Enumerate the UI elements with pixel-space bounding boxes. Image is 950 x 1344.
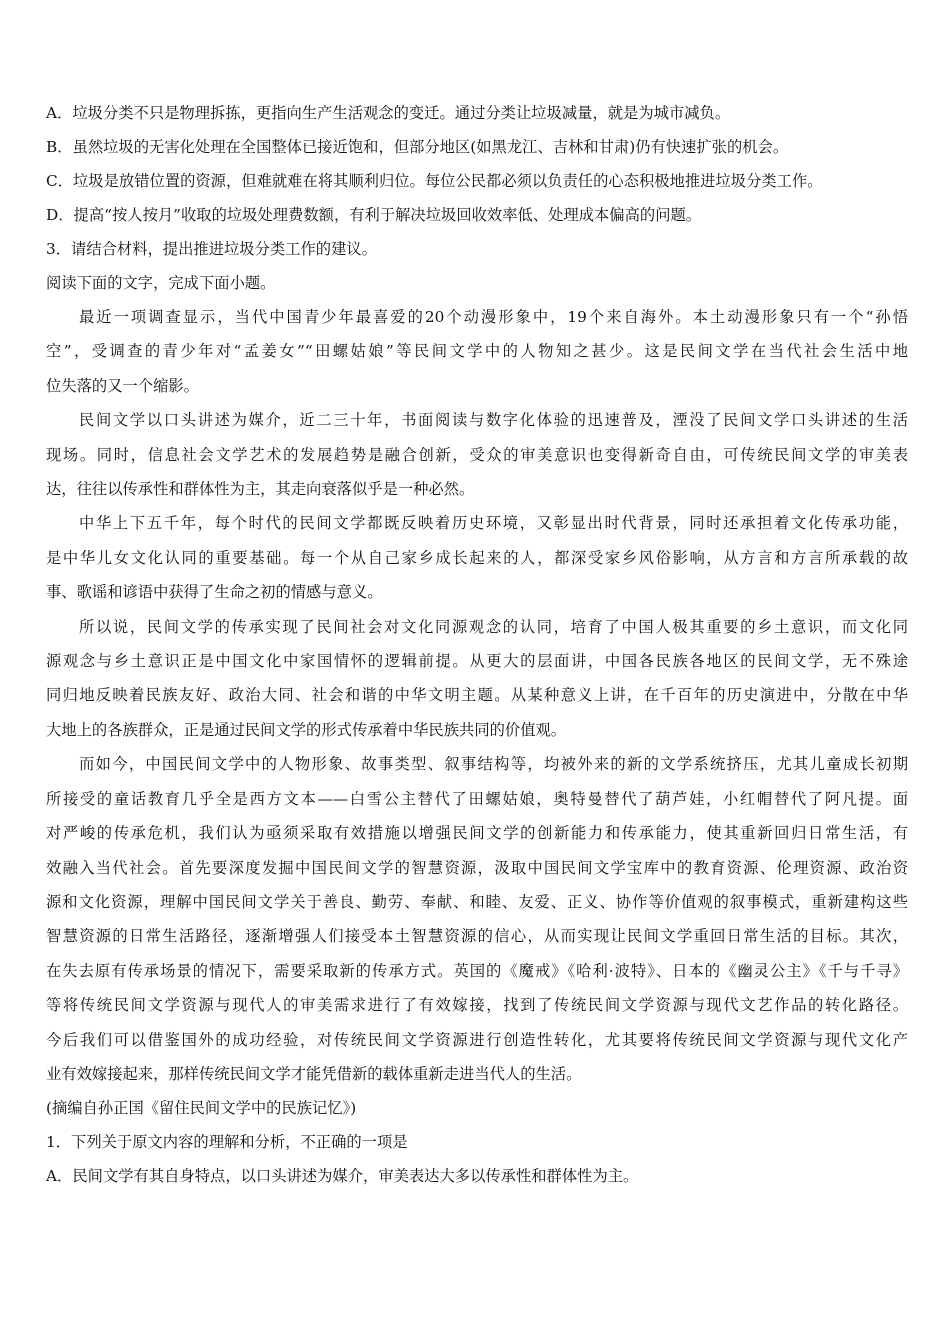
article-paragraph-1 bbox=[46, 300, 908, 403]
paragraph-line: 事、歌谣和谚语中获得了生命之初的情感与意义。 bbox=[46, 583, 383, 602]
paragraph-line: 最近一项调查显示，当代中国青少年最喜爱的20个动漫形象中，19个来自海外。本土动漫形象只有一个“孙悟 bbox=[79, 308, 908, 326]
option-q2-a: A．垃圾分类不只是物理拆拣，更指向生产生活观念的变迁。通过分类让垃圾减量，就是为城市减负。 bbox=[46, 104, 731, 122]
question-1: 1．下列关于原文内容的理解和分析，不正确的一项是 bbox=[46, 1133, 408, 1152]
paragraph-line: 大地上的各族群众，正是通过民间文学的形式传承着中华民族共同的价值观。 bbox=[46, 720, 567, 739]
paragraph-line: 所以说，民间文学的传承实现了民间社会对文化同源观念的认同，培育了中国人极其重要的乡土意识，而文化同 bbox=[79, 617, 908, 636]
paragraph-line: 中华上下五千年，每个时代的民间文学都既反映着历史环境，又彰显出时代背景，同时还承担着文化传承功能， bbox=[79, 514, 908, 533]
article-paragraph-2 bbox=[46, 403, 908, 506]
paragraph-line: 所接受的童话教育几乎全是西方文本——白雪公主替代了田螺姑娘，奥特曼替代了葫芦娃，小红帽替代了阿凡提。面 bbox=[46, 789, 908, 808]
paragraph-line: 效融入当代社会。首先要深度发掘中国民间文学的智慧资源，汲取中国民间文学宝库中的教育资源、伦理资源、政治资 bbox=[46, 858, 908, 877]
paragraph-line: 今后我们可以借鉴国外的成功经验，对传统民间文学资源进行创造性转化，尤其要将传统民间文学资源与现代文化产 bbox=[46, 1030, 908, 1049]
question-3: 3．请结合材料，提出推进垃圾分类工作的建议。 bbox=[46, 240, 377, 258]
paragraph-line: 而如今，中国民间文学中的人物形象、故事类型、叙事结构等，均被外来的新的文学系统挤压，尤其儿童成长初期 bbox=[79, 755, 908, 774]
paragraph-line: 智慧资源的日常生活路径，逐渐增强人们接受本土智慧资源的信心，从而实现让民间文学重回日常生活的目标。其次， bbox=[46, 927, 908, 946]
article-source: (摘编自孙正国《留住民间文学中的民族记忆》) bbox=[46, 1099, 357, 1118]
option-q2-b: B．虽然垃圾的无害化处理在全国整体已接近饱和，但部分地区(如黑龙江、吉林和甘肃)仍有快速扩张的机会。 bbox=[46, 138, 789, 156]
paragraph-line: 位失落的又一个缩影。 bbox=[46, 376, 199, 395]
paragraph-line: 达，往往以传承性和群体性为主，其走向衰落似乎是一种必然。 bbox=[46, 480, 475, 499]
article-paragraph-4 bbox=[46, 610, 908, 748]
option-q2-c: C．垃圾是放错位置的资源，但难就难在将其顺利归位。每位公民都必须以负责任的心态积极地推进垃圾分类工作。 bbox=[46, 172, 823, 190]
paragraph-line: 是中华儿女文化认同的重要基础。每一个从自己家乡成长起来的人，都深受家乡风俗影响，从方言和方言所承载的故 bbox=[46, 548, 908, 567]
article-paragraph-3 bbox=[46, 506, 908, 609]
option-q1-a: A．民间文学有其自身特点，以口头讲述为媒介，审美表达大多以传承性和群体性为主。 bbox=[46, 1167, 639, 1186]
paragraph-line: 等将传统民间文学资源与现代人的审美需求进行了有效嫁接，找到了传统民间文学资源与现代文艺作品的转化路径。 bbox=[46, 996, 908, 1015]
paragraph-line: 对严峻的传承危机，我们认为亟须采取有效措施以增强民间文学的创新能力和传承能力，使其重新回归日常生活，有 bbox=[46, 824, 908, 843]
reading-instruction: 阅读下面的文字，完成下面小题。 bbox=[46, 274, 276, 292]
paragraph-line: 源和文化资源，理解中国民间文学关于善良、勤劳、奉献、和睦、友爱、正义、协作等价值观的叙事模式，重新建构这些 bbox=[46, 892, 908, 911]
article-paragraph-5 bbox=[46, 747, 908, 1091]
paragraph-line: 在失去原有传承场景的情况下，需要采取新的传承方式。英国的《魔戒》《哈利·波特》、日本的《幽灵公主》《千与千寻》 bbox=[46, 961, 908, 980]
paragraph-line: 民间文学以口头讲述为媒介，近二三十年，书面阅读与数字化体验的迅速普及，湮没了民间文学口头讲述的生活 bbox=[79, 411, 908, 430]
paragraph-line: 源观念与乡土意识正是中国文化中家国情怀的逻辑前提。从更大的层面讲，中国各民族各地区的民间文学，无不殊途 bbox=[46, 652, 908, 671]
paragraph-line: 现场。同时，信息社会文学艺术的发展趋势是融合创新，受众的审美意识也变得新奇自由，可传统民间文学的审美表 bbox=[46, 445, 908, 464]
paragraph-line: 同归地反映着民族友好、政治大同、社会和谐的中华文明主题。从某种意义上讲，在千百年的历史演进中，分散在中华 bbox=[46, 686, 908, 705]
document-page bbox=[46, 96, 908, 1193]
paragraph-line: 业有效嫁接起来，那样传统民间文学才能凭借新的载体重新走进当代人的生活。 bbox=[46, 1064, 582, 1083]
option-q2-d: D．提高“按人按月”收取的垃圾处理费数额，有利于解决垃圾回收效率低、处理成本偏高的问题。 bbox=[46, 206, 702, 224]
paragraph-line: 空”，受调查的青少年对“孟姜女”“田螺姑娘”等民间文学中的人物知之甚少。这是民间文学在当代社会生活中地 bbox=[46, 342, 908, 361]
